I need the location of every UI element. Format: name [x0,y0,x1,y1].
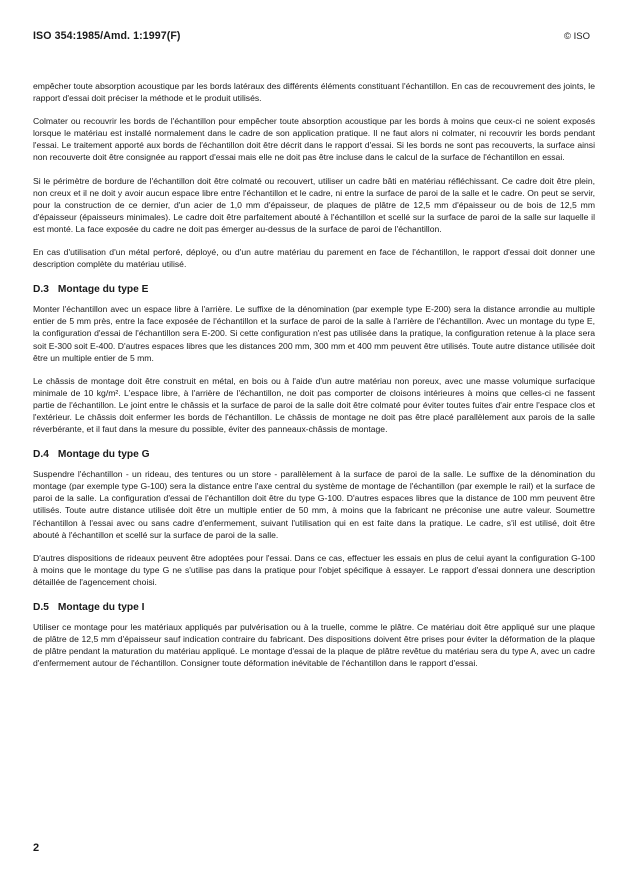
section-heading-d4 [33,449,595,460]
paragraph: Le châssis de montage doit être construit en métal, en bois ou à l'aide d'un autre matériau non poreux, avec une masse volumique surfacique minimale de 10 kg/m². L'espace libre, à l'arrière de l'échantillon, ne doit pas comporter de cloisons intérieures à moins que celles-ci ne fassent partie de l'échantillon. Le joint entre le châssis et la surface de paroi de la salle doit être colmaté pour éviter toutes fuites d'air entre l'espace clos et l'extérieur. Le châssis doit enfermer les bords de l'échantillon. Le châssis de montage ne doit pas être placé parallèlement aux parois de la salle réverbérante, et il faut dans la mesure du possible, éviter des panneaux-châssis de montage. [33,375,595,435]
paragraph: Si le périmètre de bordure de l'échantillon doit être colmaté ou recouvert, utiliser un cadre bâti en matériau réfléchissant. Ce cadre doit être plein, non creux et il ne doit y avoir aucun espace libre entre l'échantillon et le cadre, ni entre la surface de paroi de la salle et le cadre. On peut se servir, pour la construction de ce dernier, d'un acier de 1,0 mm d'épaisseur, de plaques de plâtre de 12,5 mm d'épaisseur ou de bois de 12,5 mm d'épaisseur (épaisseurs minimales). Le cadre doit être parfaitement abouté à l'échantillon et scellé sur la surface de paroi de la salle sur laquelle il est monté. La face exposée du cadre ne doit pas émerger au-dessus de la surface de paroi de l'échantillon. [33,175,595,234]
section-number: D.5 [33,602,49,613]
section-title: Montage du type I [57,602,145,613]
paragraph: empêcher toute absorption acoustique par les bords latéraux des différents éléments constituant l'échantillon. En cas de recouvrement des joints, le rapport d'essai doit préciser la méthode et le produit utilisés. [33,81,595,104]
paragraph: Colmater ou recouvrir les bords de l'échantillon pour empêcher toute absorption acoustique par les bords à moins que ceux-ci ne soient exposés lorsque le matériau est installé normalement dans le cadre de son application pratique. Il ne faut alors ni colmater, ni recouvrir les bords pendant l'essai. Le traitement apporté aux bords de l'échantillon doit être décrit dans le rapport d'essai. Si les bords ne sont pas recouverts, la surface ainsi non recouverte doit être consignée au rapport d'essai mais elle ne doit pas être incluse dans le calcul de la surface de l'échantillon en essai. [33,116,595,163]
document-body [33,80,595,680]
paragraph: Monter l'échantillon avec un espace libre à l'arrière. Le suffixe de la dénomination (par exemple type E-200) sera la distance arrondie au multiple entier de 5 mm près, entre la face exposée de l'échantillon et la surface de paroi de la salle à l'arrière de l'échantillon. Avec un montage du type E, la configuration d'essai de l'échantillon sera E-200. Si cette configuration n'est pas utilisée dans la pratique, la configuration retenue à la place sera soit E-300 soit E-400. D'autres espaces libres que les distances 200 mm, 300 mm et 400 mm peuvent être utilisés. Toute autre distance utilisée doit être un multiple entier de 5 mm. [33,304,595,363]
page-header [33,30,590,42]
page-number: 2 [33,842,40,854]
section-number: D.3 [33,284,49,296]
paragraph: Utiliser ce montage pour les matériaux appliqués par pulvérisation ou à la truelle, comme le plâtre. Ce matériau doit être appliqué sur une plaque de plâtre de 12,5 mm d'épaisseur sauf indication contraire du fabricant. Des dispositions doivent être prises pour éviter la déformation de la plaque de plâtre pendant la maturation du matériau appliqué. Le montage d'essai de la plaque de plâtre revêtue du matériau sera du type A, avec un cadre d'enfermement autour de l'échantillon. Consigner toute déformation inévitable de l'échantillon dans le rapport d'essai. [33,622,595,669]
copyright-notice: © ISO [563,31,590,42]
section-heading-d3 [33,284,595,295]
standard-reference: ISO 354:1985/Amd. 1:1997(F) [33,30,181,42]
section-number: D.4 [33,449,49,461]
section-title: Montage du type E [57,284,149,296]
paragraph: Suspendre l'échantillon - un rideau, des tentures ou un store - parallèlement à la surface de paroi de la salle. Le suffixe de la dénomination du montage (par exemple type G-100) sera la distance entre l'axe central du système de montage de l'échantillon (par exemple le rail) et la surface de paroi de la salle. La configuration d'essai de l'échantillon doit être du type G-100. D'autres espaces libres que la distance de 100 mm peuvent être utilisés. Toute autre distance utilisée doit être un multiple entier de 50 mm, à moins que la fabricant ne préconise une autre valeur. Soumettre l'échantillon à l'essai avec ou sans cadre d'enfermement, suivant l'utilisation qui en est faite dans la pratique. Le cadre, s'il est utilisé, doit être abouté à l'échantillon et scellé sur la surface de paroi de la salle. [33,469,595,540]
section-heading-d5 [33,602,595,613]
section-title: Montage du type G [57,449,150,461]
paragraph: D'autres dispositions de rideaux peuvent être adoptées pour l'essai. Dans ce cas, effectuer les essais en plus de celui ayant la configuration G-100 à moins que le montage du type G ne s'utilise pas dans la pratique pour l'objet spécifique à essayer. Le rapport d'essai donnera une description détaillée de l'agencement choisi. [33,552,595,587]
paragraph: En cas d'utilisation d'un métal perforé, déployé, ou d'un autre matériau du parement en face de l'échantillon, le rapport d'essai doit donner une description complète du matériau utilisé. [33,247,595,270]
